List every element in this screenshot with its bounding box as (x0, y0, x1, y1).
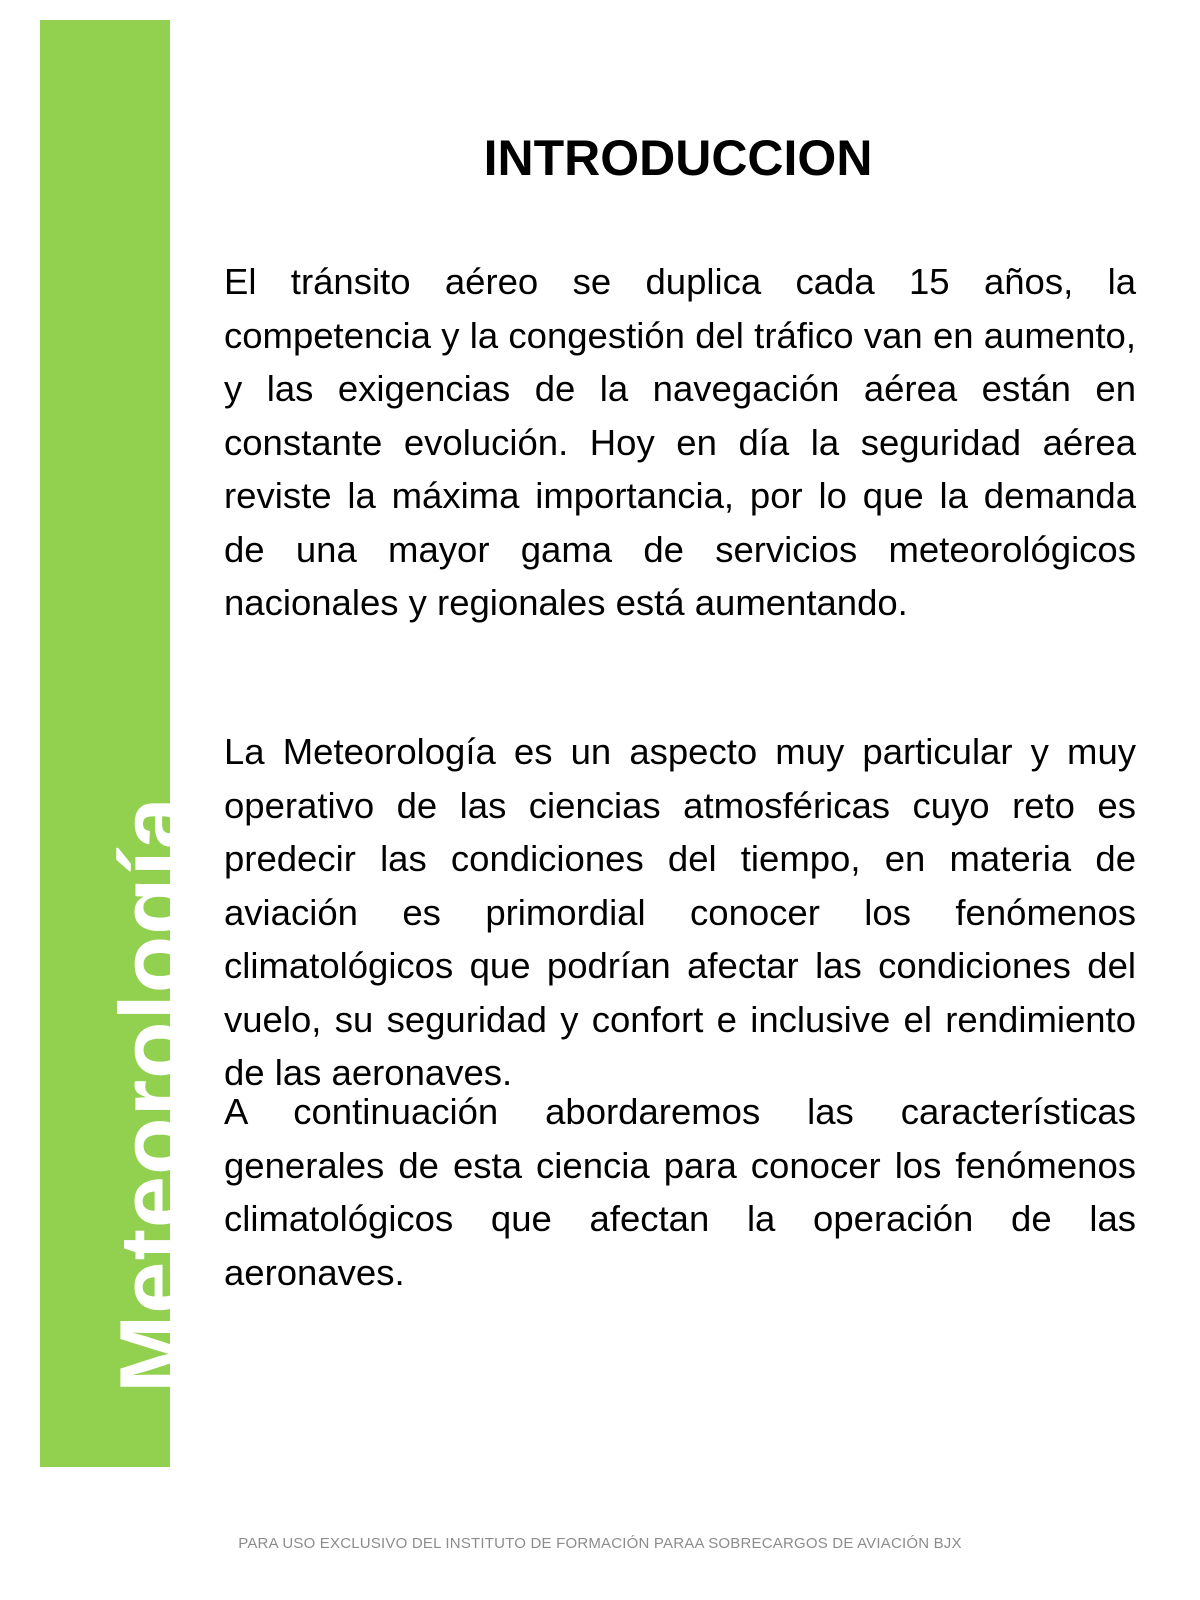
page-title: INTRODUCCION (483, 130, 873, 186)
paragraph-intro: El tránsito aéreo se duplica cada 15 años, la competencia y la congestión del tráfico van en aumento, y las exigencias de la navegación aérea están en constante evolución. Hoy en día la seguridad aérea reviste la máxima importancia, por lo que la demanda de una mayor gama de servicios meteorológicos nacionales y regionales está aumentando. (224, 261, 1136, 623)
sidebar-banner (40, 20, 205, 1467)
paragraph-continuacion: A continuación abordaremos las características generales de esta ciencia para conocer los fenómenos climatológicos que afectan la operación de las aeronaves. (224, 1091, 1136, 1293)
sidebar-title: Meteorología (100, 796, 205, 1393)
paragraph-meteorologia: La Meteorología es un aspecto muy particular y muy operativo de las ciencias atmosféricas cuyo reto es predecir las condiciones del tiempo, en materia de aviación es primordial conocer los fenómenos climatológicos que podrían afectar las condiciones del vuelo, su seguridad y confort e inclusive el rendimiento de las aeronaves. (224, 731, 1136, 1093)
footer-notice: PARA USO EXCLUSIVO DEL INSTITUTO DE FORMACIÓN PARAA SOBRECARGOS DE AVIACIÓN BJX (238, 1535, 962, 1552)
